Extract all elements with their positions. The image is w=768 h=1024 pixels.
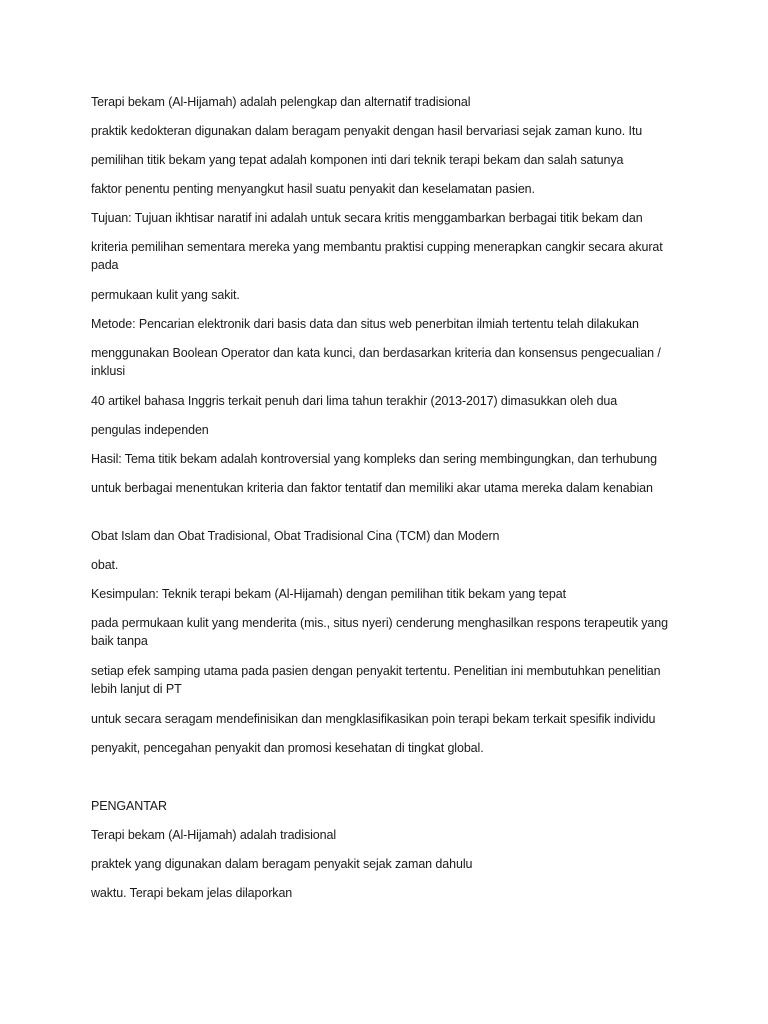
- paragraph-line: Metode: Pencarian elektronik dari basis data dan situs web penerbitan ilmiah tertentu telah dilakukan: [91, 317, 639, 331]
- paragraph-line: obat.: [91, 558, 119, 572]
- paragraph-line: Kesimpulan: Teknik terapi bekam (Al-Hijamah) dengan pemilihan titik bekam yang tepat: [91, 587, 566, 601]
- intro-paragraph-line: waktu. Terapi bekam jelas dilaporkan: [91, 886, 293, 900]
- paragraph-line: Hasil: Tema titik bekam adalah kontroversial yang kompleks dan sering membingungkan, dan terhubung: [91, 452, 657, 466]
- intro-paragraph-line: Terapi bekam (Al-Hijamah) adalah tradisional: [91, 828, 337, 842]
- paragraph-line: Tujuan: Tujuan ikhtisar naratif ini adalah untuk secara kritis menggambarkan berbagai titik bekam dan: [91, 211, 643, 225]
- paragraph-line: Obat Islam dan Obat Tradisional, Obat Tradisional Cina (TCM) dan Modern: [91, 529, 500, 543]
- paragraph-line: penyakit, pencegahan penyakit dan promosi kesehatan di tingkat global.: [91, 741, 484, 755]
- paragraph-line: Terapi bekam (Al-Hijamah) adalah pelengkap dan alternatif tradisional: [91, 95, 471, 109]
- paragraph-line: pengulas independen: [91, 423, 209, 437]
- paragraph-line: 40 artikel bahasa Inggris terkait penuh dari lima tahun terakhir (2013-2017) dimasukkan oleh dua: [91, 394, 618, 408]
- paragraph-line: permukaan kulit yang sakit.: [91, 288, 240, 302]
- paragraph-line: untuk secara seragam mendefinisikan dan mengklasifikasikan poin terapi bekam terkait spesifik individu: [91, 712, 656, 726]
- paragraph-line: untuk berbagai menentukan kriteria dan faktor tentatif dan memiliki akar utama mereka dalam kenabian: [91, 481, 653, 495]
- paragraph-line: pemilihan titik bekam yang tepat adalah komponen inti dari teknik terapi bekam dan salah satunya: [91, 153, 624, 167]
- intro-paragraph-line: praktek yang digunakan dalam beragam penyakit sejak zaman dahulu: [91, 857, 473, 871]
- paragraph-line: kriteria pemilihan sementara mereka yang membantu praktisi cupping menerapkan cangkir secara akurat pada: [91, 240, 663, 272]
- paragraph-line: pada permukaan kulit yang menderita (mis., situs nyeri) cenderung menghasilkan respons terapeutik yang baik tanpa: [91, 616, 668, 648]
- paragraph-line: setiap efek samping utama pada pasien dengan penyakit tertentu. Penelitian ini membutuhkan penelitian lebih lanjut di PT: [91, 664, 661, 696]
- paragraph-line: faktor penentu penting menyangkut hasil suatu penyakit dan keselamatan pasien.: [91, 182, 535, 196]
- paragraph-line: praktik kedokteran digunakan dalam beragam penyakit dengan hasil bervariasi sejak zaman kuno. Itu: [91, 124, 643, 138]
- paragraph-line: menggunakan Boolean Operator dan kata kunci, dan berdasarkan kriteria dan konsensus pengecualian / inklusi: [91, 346, 661, 378]
- section-heading: PENGANTAR: [91, 799, 167, 813]
